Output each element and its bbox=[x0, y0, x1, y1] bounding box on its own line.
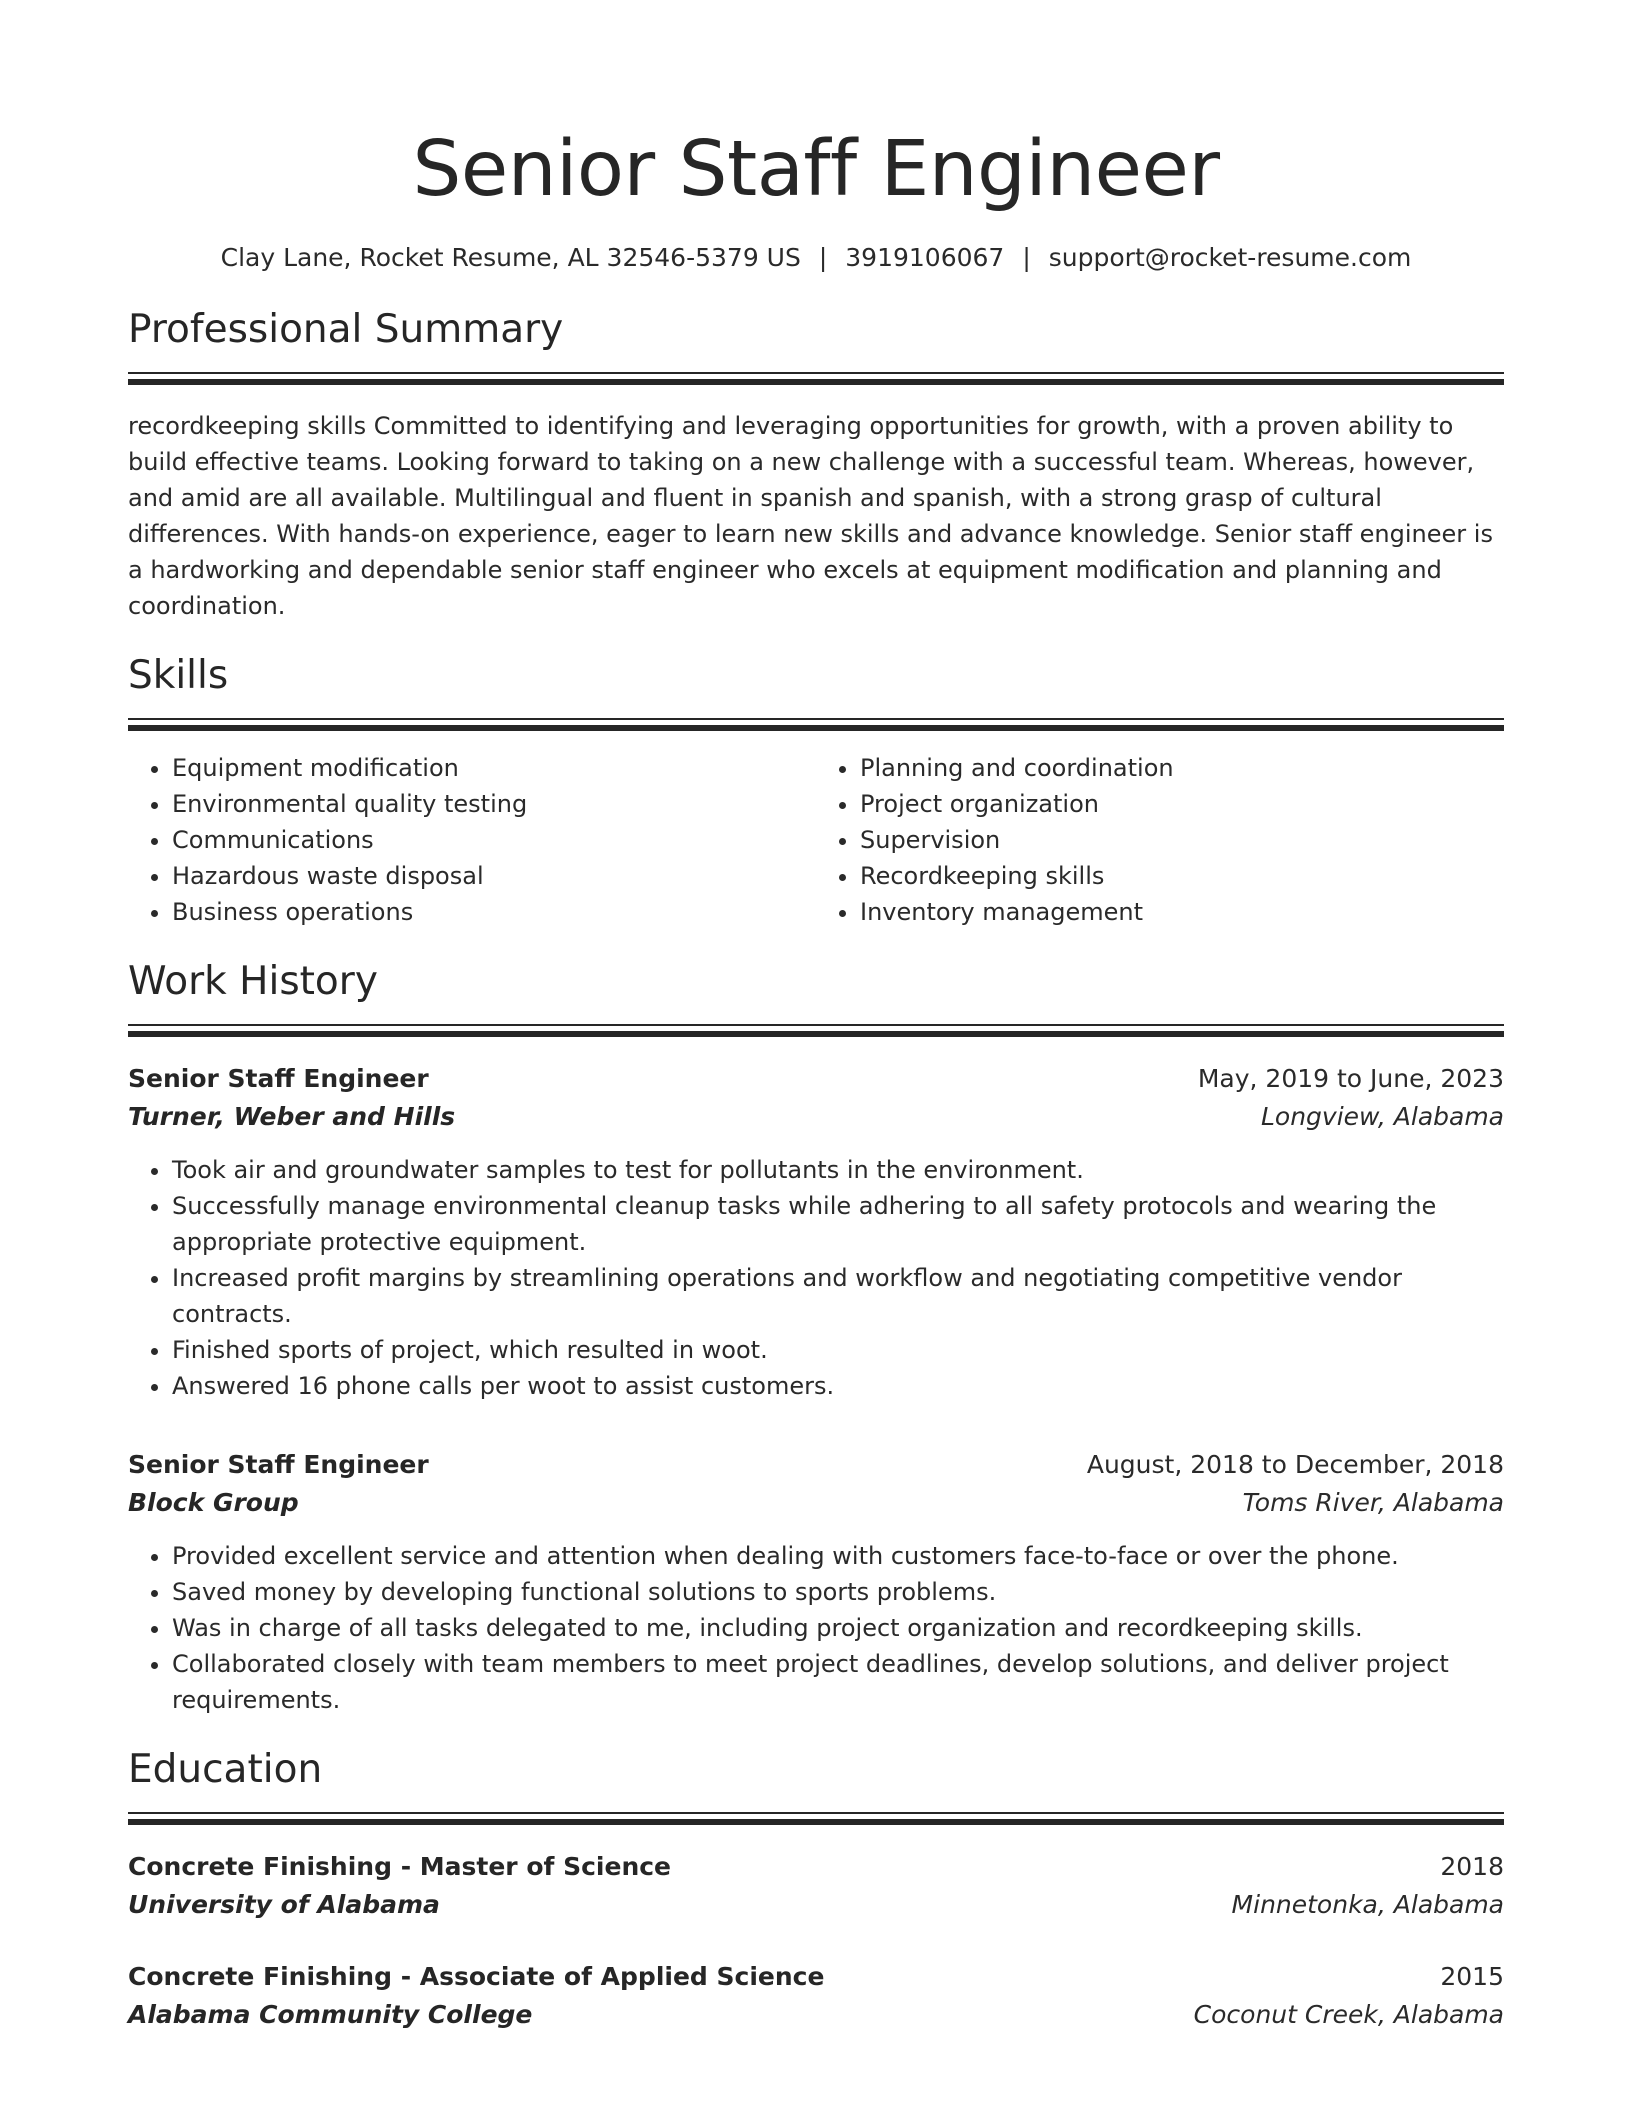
section-divider bbox=[128, 718, 1504, 723]
job-title: Senior Staff Engineer bbox=[128, 1450, 429, 1479]
job-bullet: • Finished sports of project, which resulted in woot. bbox=[172, 1332, 1504, 1368]
job-bullet: • Provided excellent service and attention when dealing with customers face-to-face or over the phone. bbox=[172, 1538, 1504, 1574]
job-bullet: • Was in charge of all tasks delegated to me, including project organization and recordkeeping skills. bbox=[172, 1610, 1504, 1646]
section-title-education: Education bbox=[128, 1747, 323, 1792]
skill-item: • Planning and coordination bbox=[860, 750, 1504, 786]
summary-text: recordkeeping skills Committed to identifying and leveraging opportunities for growth, with a proven ability to build effective teams. Looking forward to taking on a new challenge with a successful team. Whereas, however, and amid are all available. Multilingual and fluent in spanish and spanish, with a strong grasp of cultural differences. With hands-on experience, eager to learn new skills and advance knowledge. Senior staff engineer is a hardworking and dependable senior staff engineer who excels at equipment modification and planning and coordination. bbox=[128, 412, 1493, 620]
section-title-work-history: Work History bbox=[128, 959, 378, 1004]
resume-name: Senior Staff Engineer bbox=[412, 125, 1220, 214]
job-bullet: • Increased profit margins by streamlining operations and workflow and negotiating competitive vendor contracts. bbox=[172, 1260, 1504, 1332]
contact-separator: | bbox=[818, 243, 828, 272]
section-title-summary: Professional Summary bbox=[128, 307, 564, 352]
contact-separator: | bbox=[1022, 243, 1031, 272]
skills-list bbox=[128, 750, 1504, 930]
education-year: 2015 bbox=[1440, 1962, 1504, 1991]
education-degree: Concrete Finishing - Associate of Applied Science bbox=[128, 1962, 825, 1991]
education-section bbox=[128, 1744, 1504, 2034]
education-entry bbox=[128, 1848, 1504, 1924]
job-entry bbox=[128, 1446, 1504, 1718]
job-location: Longview, Alabama bbox=[1260, 1102, 1504, 1131]
skills-column-right bbox=[816, 750, 1504, 930]
job-bullet: • Answered 16 phone calls per woot to assist customers. bbox=[172, 1368, 1504, 1404]
job-bullet: • Took air and groundwater samples to test for pollutants in the environment. bbox=[172, 1152, 1504, 1188]
section-divider bbox=[128, 372, 1504, 377]
contact-phone: 3919106067 bbox=[845, 243, 1005, 272]
skill-item: • Inventory management bbox=[860, 894, 1504, 930]
education-entry bbox=[128, 1958, 1504, 2034]
job-title: Senior Staff Engineer bbox=[128, 1064, 429, 1093]
job-location: Toms River, Alabama bbox=[1242, 1488, 1504, 1517]
contact-line bbox=[128, 242, 1504, 274]
education-year: 2018 bbox=[1440, 1852, 1504, 1881]
contact-email[interactable]: support@rocket-resume.com bbox=[1048, 243, 1412, 272]
work-history-section bbox=[128, 956, 1504, 1718]
job-bullet: • Saved money by developing functional solutions to sports problems. bbox=[172, 1574, 1504, 1610]
skill-item: • Communications bbox=[172, 822, 816, 858]
skill-item: • Hazardous waste disposal bbox=[172, 858, 816, 894]
job-company: Turner, Weber and Hills bbox=[128, 1102, 456, 1131]
summary-section bbox=[128, 304, 1504, 624]
education-school: Alabama Community College bbox=[128, 2000, 533, 2029]
section-divider bbox=[128, 1812, 1504, 1817]
job-bullet: • Collaborated closely with team members to meet project deadlines, develop solutions, and deliver project requirements. bbox=[172, 1646, 1504, 1718]
section-title-skills: Skills bbox=[128, 653, 229, 698]
skill-item: • Business operations bbox=[172, 894, 816, 930]
job-bullets bbox=[128, 1152, 1504, 1404]
education-location: Coconut Creek, Alabama bbox=[1193, 2000, 1504, 2029]
job-entry bbox=[128, 1060, 1504, 1404]
job-bullet: • Successfully manage environmental cleanup tasks while adhering to all safety protocols and wearing the appropriate protective equipment. bbox=[172, 1188, 1504, 1260]
skill-item: • Supervision bbox=[860, 822, 1504, 858]
education-degree: Concrete Finishing - Master of Science bbox=[128, 1852, 672, 1881]
section-divider bbox=[128, 1024, 1504, 1029]
job-dates: August, 2018 to December, 2018 bbox=[1086, 1450, 1504, 1479]
resume-page bbox=[128, 0, 1504, 2034]
job-company: Block Group bbox=[128, 1488, 299, 1517]
job-bullets bbox=[128, 1538, 1504, 1718]
skill-item: • Recordkeeping skills bbox=[860, 858, 1504, 894]
job-dates: May, 2019 to June, 2023 bbox=[1197, 1064, 1504, 1093]
education-school: University of Alabama bbox=[128, 1890, 440, 1919]
skills-column-left bbox=[128, 750, 816, 930]
skill-item: • Equipment modification bbox=[172, 750, 816, 786]
skills-section bbox=[128, 650, 1504, 930]
contact-address: Clay Lane, Rocket Resume, AL 32546-5379 US bbox=[220, 243, 801, 272]
skill-item: • Environmental quality testing bbox=[172, 786, 816, 822]
education-location: Minnetonka, Alabama bbox=[1231, 1890, 1504, 1919]
skill-item: • Project organization bbox=[860, 786, 1504, 822]
